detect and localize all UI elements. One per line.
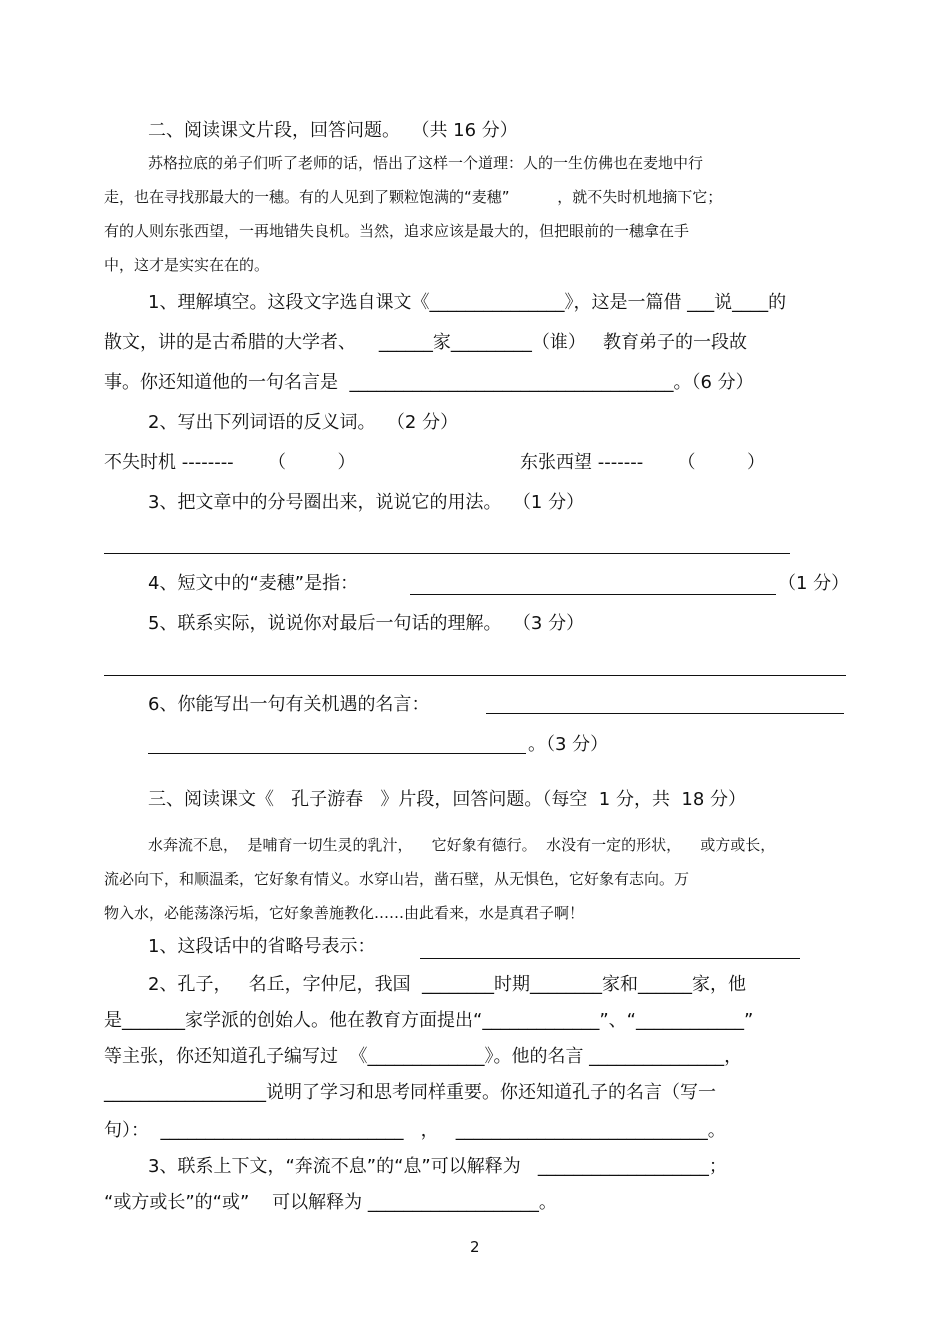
passage-line: 中，这才是实实在在的。 [104,256,270,274]
section-3-heading: 三、阅读课文《 孔子游春 》片段，回答问题。（每空 1 分，共 18 分） [148,789,747,810]
question-4-score: （1 分） [778,573,850,594]
passage-line: 有的人则东张西望，一再地错失良机。当然，追求应该是最大的，但把眼前的一穗拿在手 [104,222,690,240]
question-5-prompt: 5、联系实际，说说你对最后一句话的理解。 （3 分） [148,613,585,634]
passage-line: 走，也在寻找那最大的一穗。有的人见到了颗粒饱满的“麦穗” ，就不失时机地摘下它； [104,188,723,206]
section-2-heading: 二、阅读课文片段，回答问题。 （共 16 分） [148,120,518,141]
answer-line [148,753,526,754]
question-6-score: 。（3 分） [528,734,609,755]
antonym-item-right: 东张西望 ------- （ ） [520,452,766,473]
question-1-line: 1、理解填空。这段文字选自课文《_______________》，这是一篇借 ___说____的 [148,292,787,313]
passage-line: 苏格拉底的弟子们听了老师的话，悟出了这样一个道理：人的一生仿佛也在麦地中行 [148,154,704,172]
question-3-prompt: 3、把文章中的分号圈出来，说说它的用法。 （1 分） [148,492,585,513]
question-1-line: 散文，讲的是古希腊的大学者、 ______家_________（谁） 教育弟子的一段故 [104,332,748,353]
answer-line [410,594,776,595]
question-2-prompt: 2、写出下列词语的反义词。 （2 分） [148,412,459,433]
question-4-prompt: 4、短文中的“麦穗”是指： [148,573,359,594]
question-2-line: 等主张，你还知道孔子编写过 《_____________》。他的名言 _______________， [104,1046,743,1067]
question-3-line: “或方或长”的“或” 可以解释为 ___________________。 [104,1192,557,1213]
passage-line: 水奔流不息， 是哺育一切生灵的乳汁， 它好象有德行。 水没有一定的形状， 或方或长， [148,836,776,854]
question-2-line: 是_______家学派的创始人。他在教育方面提出“_____________”、“____________” [104,1010,754,1031]
passage-line: 物入水，必能荡涤污垢，它好象善施教化……由此看来，水是真君子啊！ [104,904,585,922]
passage-line: 流必向下，和顺温柔，它好象有情义。水穿山岩，凿石壁，从无惧色，它好象有志向。万 [104,870,690,888]
answer-line [486,713,844,714]
answer-line [104,553,790,554]
page-number: 2 [470,1238,480,1256]
question-6-prompt: 6、你能写出一句有关机遇的名言： [148,694,430,715]
question-3-line: 3、联系上下文，“奔流不息”的“息”可以解释为 ___________________； [148,1156,727,1177]
antonym-item-left: 不失时机 -------- （ ） [104,452,356,473]
question-1-prompt: 1、这段话中的省略号表示： [148,936,376,957]
answer-line [104,675,846,676]
answer-line [420,958,800,959]
question-2-line: 句）： ___________________________ ， ____________________________。 [104,1120,726,1141]
question-1-line: 事。你还知道他的一句名言是 ____________________________________。（6 分） [104,372,754,393]
question-2-line: __________________说明了学习和思考同样重要。你还知道孔子的名言（写一 [104,1082,716,1103]
question-2-line: 2、孔子， 名丘，字仲尼，我国 ________时期________家和______家，他 [148,974,747,995]
